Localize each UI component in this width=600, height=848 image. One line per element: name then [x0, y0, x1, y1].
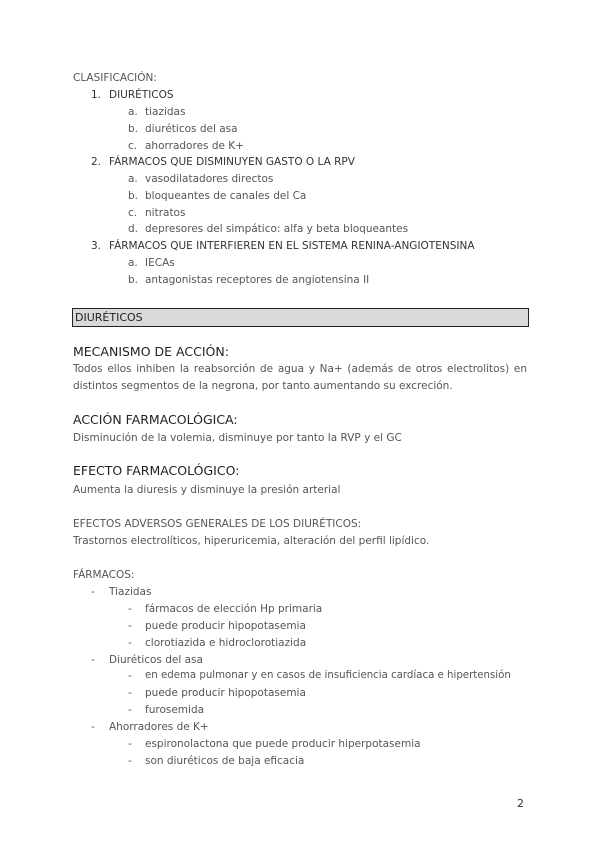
classification-group-title: FÁRMACOS QUE INTERFIEREN EN EL SISTEMA RENINA-ANGIOTENSINA — [109, 240, 475, 252]
classification-item: nitratos — [145, 207, 186, 219]
bullet-dash: - — [128, 620, 132, 632]
classification-group-title: DIURÉTICOS — [109, 89, 174, 101]
list-number: 1. — [91, 89, 102, 101]
section-title: DIURÉTICOS — [72, 308, 529, 327]
bullet-dash: - — [128, 687, 132, 699]
list-letter: c. — [128, 140, 138, 152]
list-letter: b. — [128, 123, 139, 135]
mechanism-heading: MECANISMO DE ACCIÓN: — [73, 344, 229, 359]
bullet-dash: - — [128, 670, 132, 682]
drug-group-title: Diuréticos del asa — [109, 654, 203, 666]
bullet-dash: - — [128, 637, 132, 649]
classification-item: IECAs — [145, 257, 175, 269]
drug-item: fármacos de elección Hp primaria — [145, 603, 323, 615]
list-number: 2. — [91, 156, 102, 168]
adverse-text: Trastornos electrolíticos, hiperuricemia, alteración del perfil lipídico. — [73, 535, 430, 547]
mechanism-text: Todos ellos inhiben la reabsorción de agua y Na+ (además de otros electrolitos) en distintos segmentos de la negrona, por tanto aumentando su excreción. — [73, 363, 527, 392]
bullet-dash: - — [91, 586, 95, 598]
classification-group-title: FÁRMACOS QUE DISMINUYEN GASTO O LA RPV — [109, 156, 355, 168]
bullet-dash: - — [128, 704, 132, 716]
bullet-dash: - — [128, 603, 132, 615]
list-letter: a. — [128, 257, 138, 269]
bullet-dash: - — [91, 654, 95, 666]
classification-item: bloqueantes de canales del Ca — [145, 190, 307, 202]
bullet-dash: - — [128, 755, 132, 767]
page-number: 2 — [517, 797, 524, 810]
drug-item: espironolactona que puede producir hiperpotasemia — [145, 738, 421, 750]
list-letter: b. — [128, 190, 139, 202]
drug-group-title: Ahorradores de K+ — [109, 721, 209, 733]
drugs-heading: FÁRMACOS: — [73, 569, 135, 581]
pharm-action-heading: ACCIÓN FARMACOLÓGICA: — [73, 412, 238, 427]
classification-heading: CLASIFICACIÓN: — [73, 72, 157, 84]
classification-item: depresores del simpático: alfa y beta bloqueantes — [145, 223, 409, 235]
pharm-effect-text: Aumenta la diuresis y disminuye la presión arterial — [73, 484, 341, 496]
classification-item: vasodilatadores directos — [145, 173, 274, 185]
adverse-heading: EFECTOS ADVERSOS GENERALES DE LOS DIURÉTICOS: — [73, 518, 362, 530]
classification-item: antagonistas receptores de angiotensina II — [145, 274, 370, 286]
classification-item: tiazidas — [145, 106, 186, 118]
bullet-dash: - — [91, 721, 95, 733]
list-letter: b. — [128, 274, 139, 286]
drug-item: puede producir hipopotasemia — [145, 620, 306, 632]
drug-item: puede producir hipopotasemia — [145, 687, 306, 699]
bullet-dash: - — [128, 738, 132, 750]
pharm-effect-heading: EFECTO FARMACOLÓGICO: — [73, 463, 240, 478]
drug-item: furosemida — [145, 704, 205, 716]
list-letter: a. — [128, 173, 138, 185]
classification-item: ahorradores de K+ — [145, 140, 244, 152]
drug-item: clorotiazida e hidroclorotiazida — [145, 637, 307, 649]
classification-item: diuréticos del asa — [145, 123, 238, 135]
drug-item: en edema pulmonar y en casos de insuficiencia cardíaca e hipertensión — [145, 670, 511, 681]
pharm-action-text: Disminución de la volemia, disminuye por tanto la RVP y el GC — [73, 432, 402, 444]
list-letter: d. — [128, 223, 139, 235]
drug-item: son diuréticos de baja eficacia — [145, 755, 305, 767]
drug-group-title: Tiazidas — [109, 586, 152, 598]
list-letter: c. — [128, 207, 138, 219]
list-letter: a. — [128, 106, 138, 118]
list-number: 3. — [91, 240, 102, 252]
